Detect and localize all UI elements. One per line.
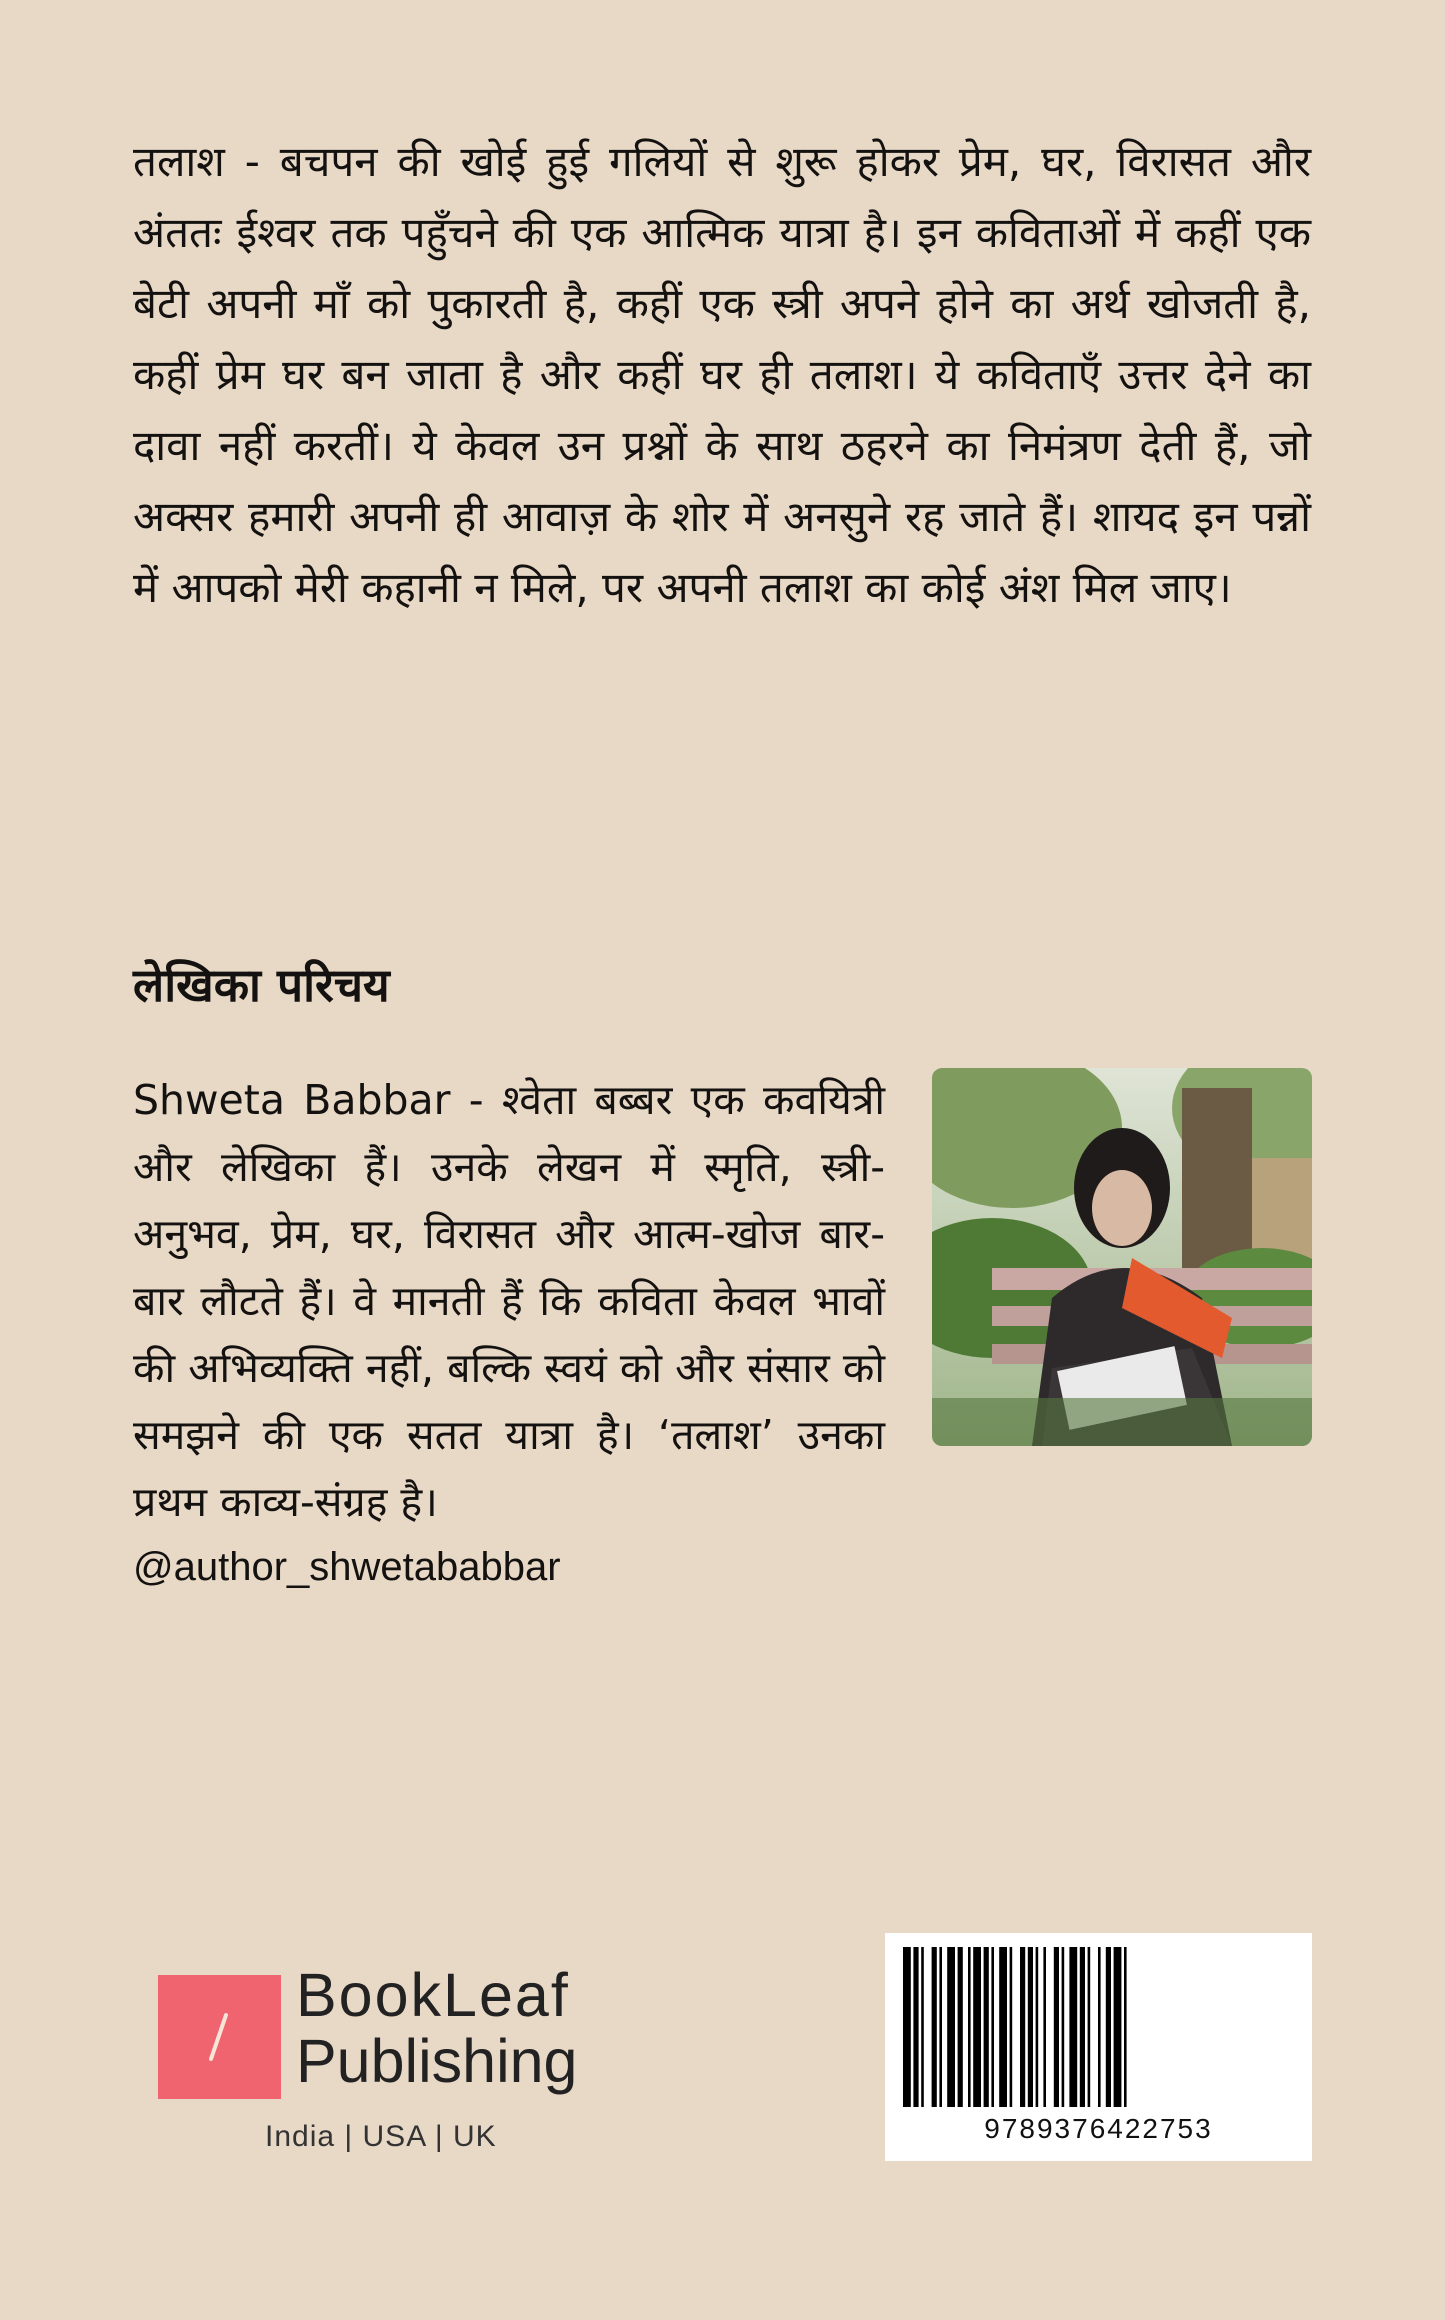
barcode-bar	[913, 1947, 918, 2107]
barcode-bar	[932, 1947, 937, 2107]
barcode-bar	[1043, 1947, 1046, 2107]
barcode-bar	[1098, 1947, 1101, 2107]
barcode-bars	[885, 1933, 1312, 2113]
barcode-bar	[984, 1947, 989, 2107]
barcode-bar	[1020, 1947, 1025, 2107]
barcode-bar	[903, 1947, 911, 2107]
barcode-bar	[939, 1947, 942, 2107]
barcode-bar	[1036, 1947, 1039, 2107]
barcode-bar	[1062, 1947, 1065, 2107]
barcode-bar	[1028, 1947, 1033, 2107]
isbn-number: 9789376422753	[984, 2113, 1213, 2144]
publisher-logo	[158, 1975, 281, 2099]
back-cover-blurb: तलाश - बचपन की खोई हुई गलियों से शुरू होकर प्रेम, घर, विरासत और अंततः ईश्वर तक पहुँचने की एक आत्मिक यात्रा है। इन कविताओं में कहीं एक बेटी अपनी माँ को पुकारती है, कहीं एक स्त्री अपने होने का अर्थ खोजती है, कहीं प्रेम घर बन जाता है और कहीं घर ही तलाश। ये कविताएँ उत्तर देने का दावा नहीं करतीं। ये केवल उन प्रश्नों के साथ ठहरने का निमंत्रण देती हैं, जो अक्सर हमारी अपनी ही आवाज़ के शोर में अनसुने रह जाते हैं। शायद इन पन्नों में आपको मेरी कहानी न मिले, पर अपनी तलाश का कोई अंश मिल जाए।	[133, 137, 1311, 612]
slash-icon	[158, 1975, 281, 2099]
barcode-bar	[1106, 1947, 1111, 2107]
barcode-bar	[921, 1947, 924, 2107]
publisher-name	[296, 1962, 577, 2094]
author-photo	[932, 1068, 1312, 1446]
barcode-bar	[968, 1947, 971, 2107]
barcode-bar	[991, 1947, 994, 2107]
barcode-bar	[973, 1947, 981, 2107]
barcode-bar	[1069, 1947, 1077, 2107]
author-social-handle: @author_shwetababbar	[133, 1545, 561, 1589]
barcode-bar	[1124, 1947, 1127, 2107]
author-section-heading: लेखिका परिचय	[133, 958, 390, 1012]
barcode-bar	[1010, 1947, 1013, 2107]
barcode-bar	[958, 1947, 963, 2107]
publisher-name-line2: Publishing	[296, 2027, 578, 2095]
barcode-bar	[1114, 1947, 1122, 2107]
barcode-bar	[1080, 1947, 1085, 2107]
isbn-barcode	[885, 1933, 1312, 2161]
barcode-bar	[947, 1947, 955, 2107]
barcode-bar	[999, 1947, 1007, 2107]
barcode-bar	[1088, 1947, 1091, 2107]
author-bio: Shweta Babbar - श्वेता बब्बर एक कवयित्री और लेखिका हैं। उनके लेखन में स्मृति, स्त्री-अनुभव, प्रेम, घर, विरासत और आत्म-खोज बार-बार लौटते हैं। वे मानती हैं कि कविता केवल भावों की अभिव्यक्ति नहीं, बल्कि स्वयं को और संसार को समझने की एक सतत यात्रा है। ‘तलाश’ उनका प्रथम काव्य-संग्रह है।	[133, 1076, 885, 1526]
publisher-name-line1: BookLeaf	[296, 1961, 570, 2029]
barcode-bar	[1054, 1947, 1059, 2107]
publisher-countries: India | USA | UK	[265, 2120, 497, 2153]
